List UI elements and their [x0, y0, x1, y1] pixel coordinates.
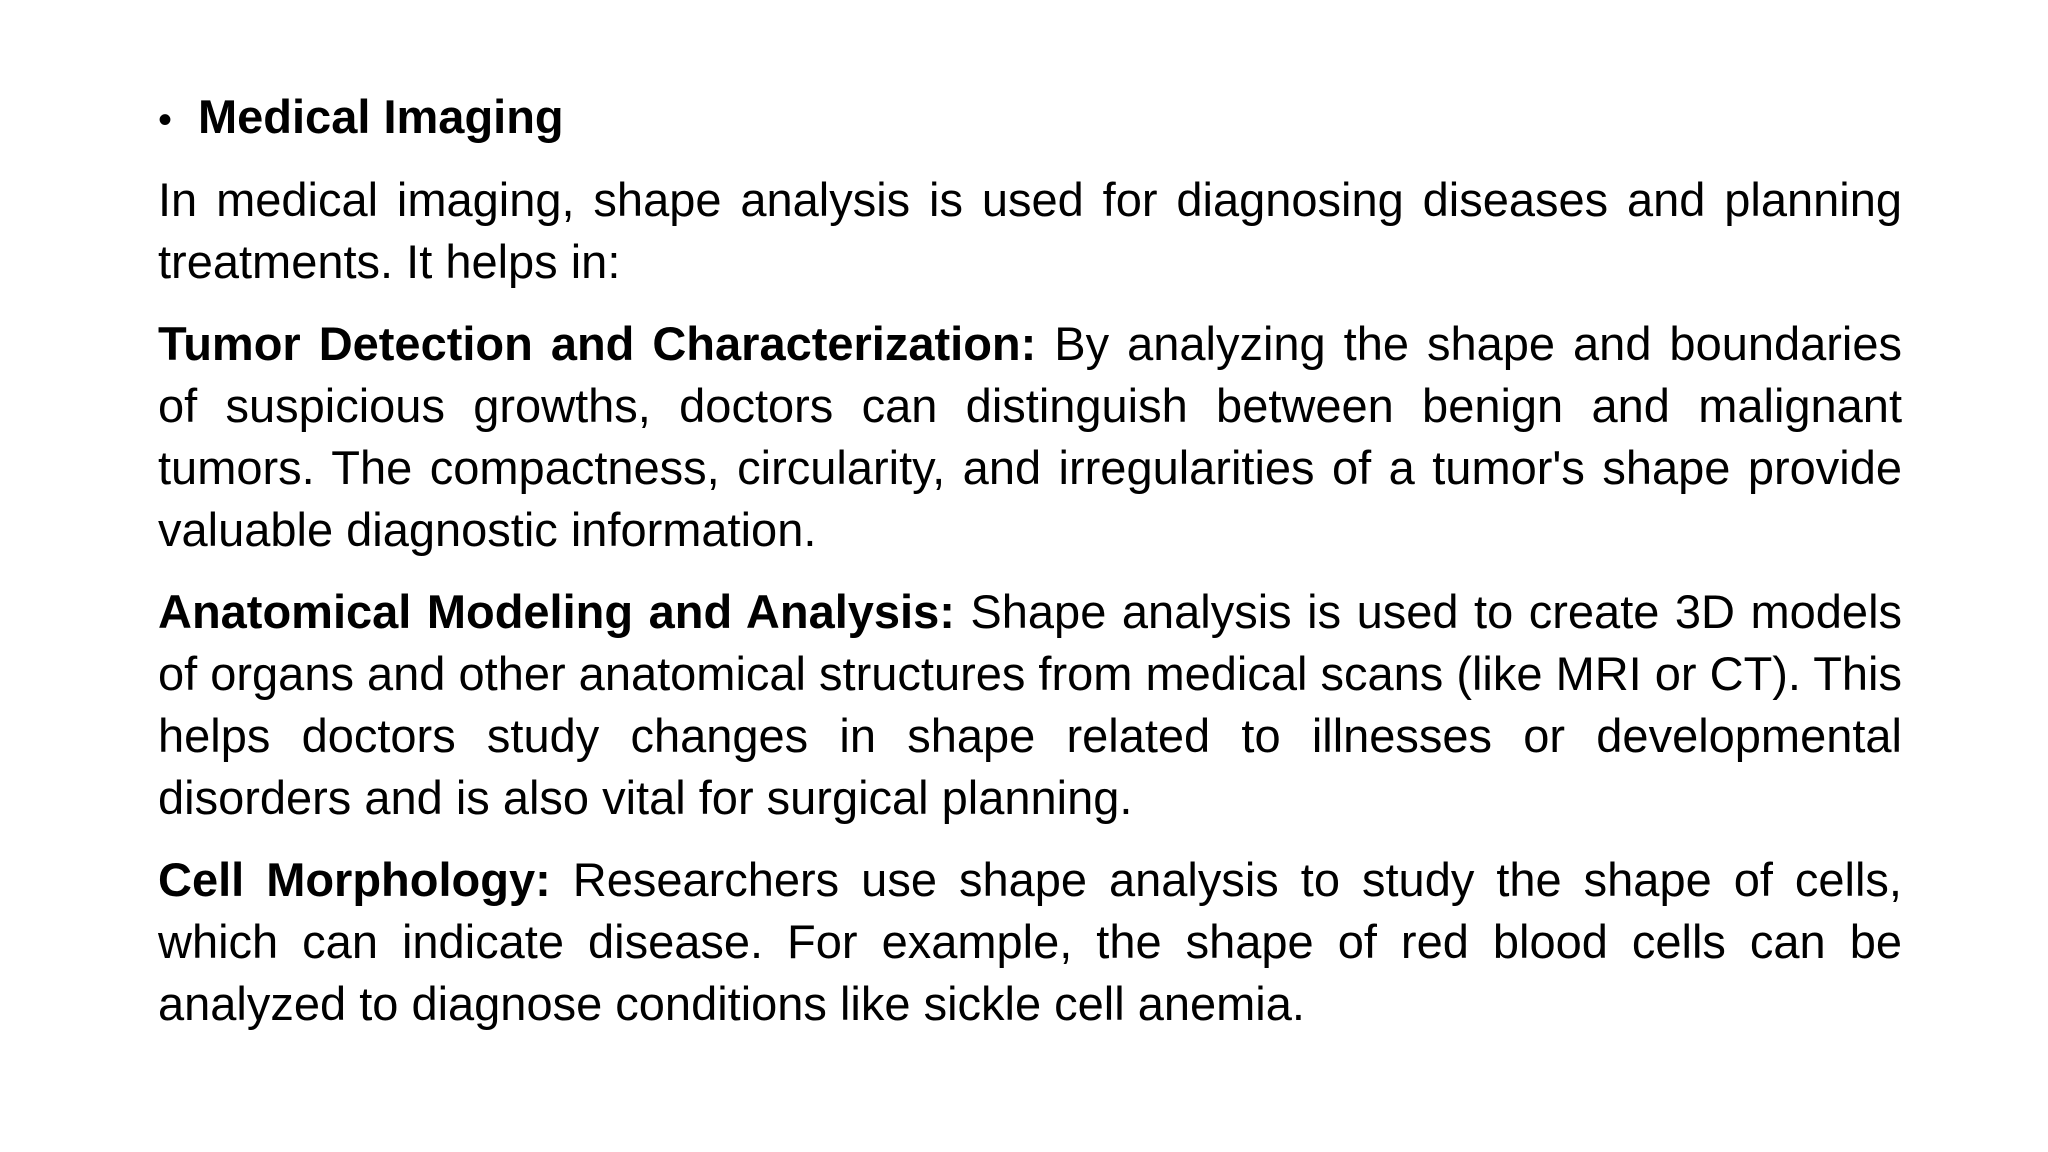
intro-paragraph: In medical imaging, shape analysis is used for diagnosing diseases and planning treatments. It helps in: [158, 173, 1902, 288]
section-label: Tumor Detection and Characterization: [158, 317, 1037, 370]
heading-row [158, 86, 1902, 151]
section-anatomical-modeling [158, 581, 1902, 829]
section-label: Anatomical Modeling and Analysis: [158, 585, 955, 638]
section-text: Researchers use shape analysis to study the shape of cells, which can indicate disease. For example, the shape of red blood cells can be analyzed to diagnose conditions like sickle cell anemia. [158, 853, 1902, 1030]
section-text: By analyzing the shape and boundaries of suspicious growths, doctors can distinguish between benign and malignant tumors. The compactness, circularity, and irregularities of a tumor's shape provide valuable diagnostic information. [158, 317, 1903, 556]
slide-content [158, 86, 1902, 1055]
section-text: Shape analysis is used to create 3D models of organs and other anatomical structures from medical scans (like MRI or CT). This helps doctors study changes in shape related to illnesses or developmental disorders and is also vital for surgical planning. [158, 585, 1903, 824]
section-label: Cell Morphology: [158, 853, 551, 906]
section-cell-morphology [158, 849, 1902, 1035]
section-tumor-detection [158, 313, 1902, 561]
heading-title: Medical Imaging [198, 90, 564, 143]
bullet-icon: • [158, 98, 173, 142]
